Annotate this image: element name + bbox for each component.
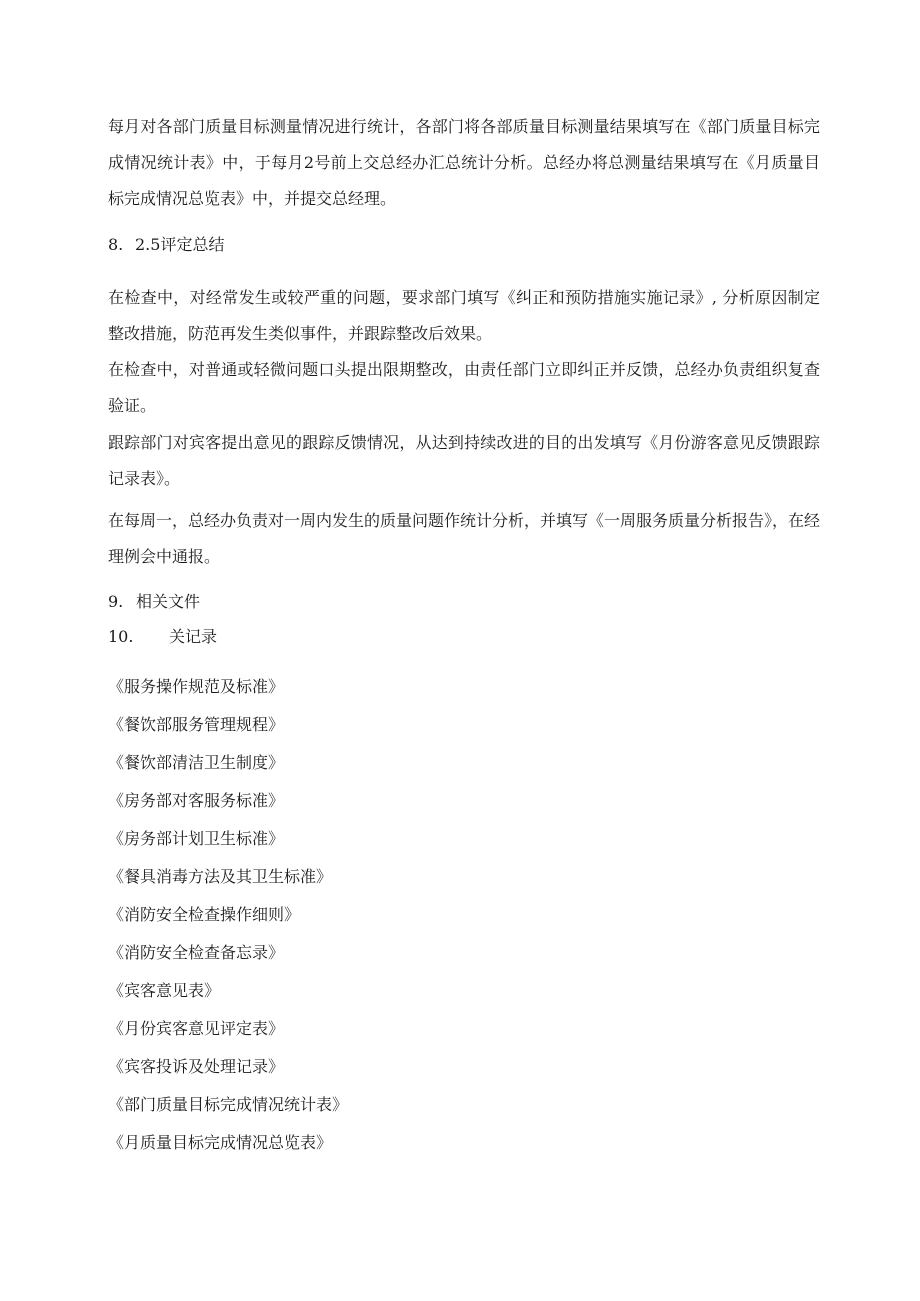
section-number: 10. (108, 627, 134, 646)
section-heading-8 (108, 233, 224, 257)
record-item: 《房务部对客服务标准》 (108, 791, 285, 810)
record-item: 《宾客意见表》 (108, 981, 221, 1000)
section-heading-10 (108, 625, 217, 649)
record-item: 《餐饮部清洁卫生制度》 (108, 753, 285, 772)
section-heading-9 (108, 590, 200, 614)
record-item: 《宾客投诉及处理记录》 (108, 1057, 285, 1076)
section-number: 9. (108, 592, 124, 611)
paragraph-minor-issues: 在检查中，对普通或轻微问题口头提出限期整改，由责任部门立即纠正并反馈，总经办负责组织复查验证。 (108, 360, 820, 415)
record-item: 《月质量目标完成情况总览表》 (108, 1133, 333, 1152)
record-item: 《消防安全检查备忘录》 (108, 943, 285, 962)
paragraph-guest-feedback: 跟踪部门对宾客提出意见的跟踪反馈情况，从达到持续改进的目的出发填写《月份游客意见反馈跟踪记录表》。 (108, 433, 820, 488)
section-title: 关记录 (169, 627, 218, 646)
record-item: 《月份宾客意见评定表》 (108, 1019, 285, 1038)
paragraph-monthly-statistics: 每月对各部门质量目标测量情况进行统计，各部门将各部质量目标测量结果填写在《部门质量目标完成情况统计表》中，于每月2号前上交总经办汇总统计分析。总经办将总测量结果填写在《月质量目标完成情况总览表》中，并提交总经理。 (108, 117, 820, 208)
record-item: 《部门质量目标完成情况统计表》 (108, 1095, 349, 1114)
records-list (108, 668, 348, 1162)
paragraph-serious-issues: 在检查中，对经常发生或较严重的问题，要求部门填写《纠正和预防措施实施记录》, 分析原因制定整改措施，防范再发生类似事件，并跟踪整改后效果。 (108, 288, 820, 343)
record-item: 《餐具消毒方法及其卫生标准》 (108, 867, 333, 886)
record-item: 《房务部计划卫生标准》 (108, 829, 285, 848)
record-item: 《消防安全检查操作细则》 (108, 905, 301, 924)
section-number: 8. (108, 235, 124, 254)
record-item: 《服务操作规范及标准》 (108, 677, 285, 696)
record-item: 《餐饮部服务管理规程》 (108, 715, 285, 734)
section-title: 2.5评定总结 (135, 235, 225, 254)
paragraph-weekly-analysis: 在每周一，总经办负责对一周内发生的质量问题作统计分析，并填写《一周服务质量分析报告》，在经理例会中通报。 (108, 511, 821, 566)
section-title: 相关文件 (136, 592, 201, 611)
